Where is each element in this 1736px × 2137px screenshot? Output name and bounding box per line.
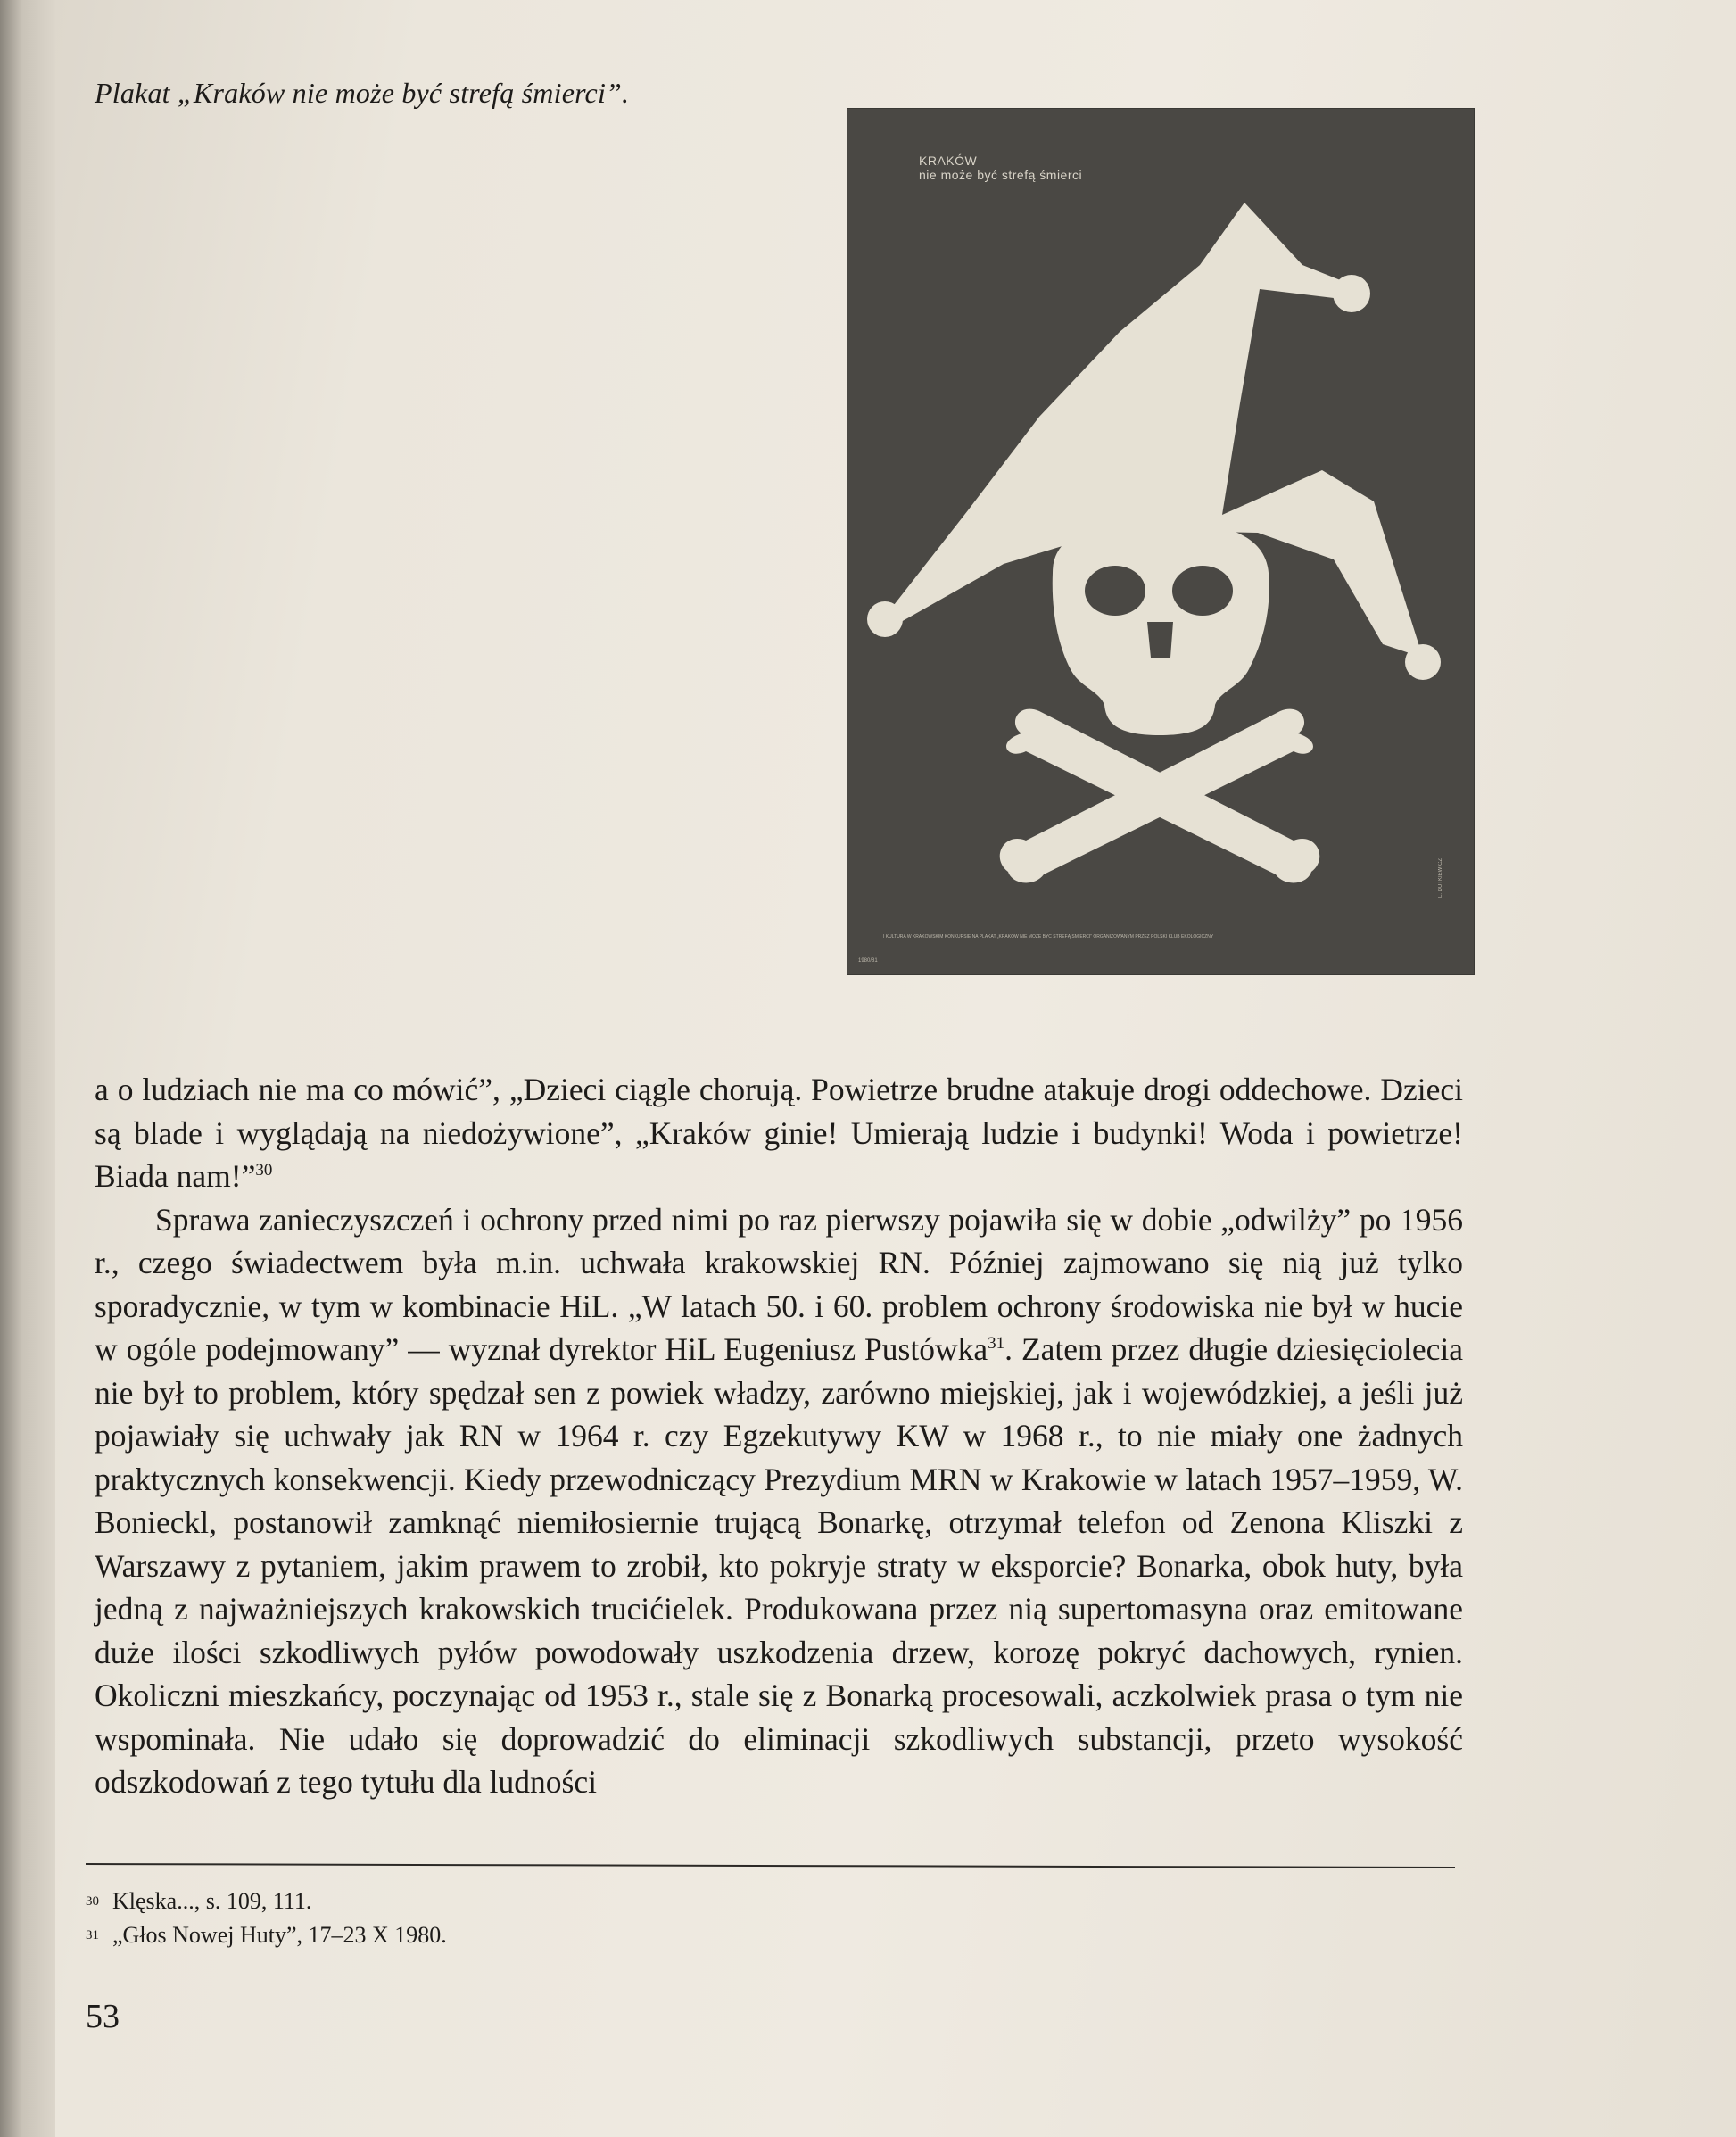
- paragraph-2-text-a: Sprawa zanieczyszczeń i ochrony przed nimi po raz pierwszy pojawiła się w dobie „odwilży” po 1956 r., czego świadectwem była m.in. uchwała krakowskiej RN. Później zajmowano się nią już tylko sporadycznie, w tym w kombinacie HiL. „W latach 50. i 60. problem ochrony środowiska nie był w hucie w ogóle podejmowany” — wyznał dyrektor HiL Eugeniusz Pustówka: [95, 1201, 1463, 1367]
- jester-bell-left: [867, 601, 903, 637]
- poster-title-line-2: nie może być strefą śmierci: [919, 168, 1083, 182]
- skull-nose: [1147, 622, 1173, 658]
- footnote-ref-30: 30: [255, 1161, 273, 1180]
- jester-bell-top: [1333, 275, 1370, 312]
- footnotes: [86, 1884, 1424, 1952]
- footnote-item: [86, 1884, 1424, 1918]
- poster-image: [847, 109, 1474, 974]
- book-gutter-edge: [0, 0, 55, 2137]
- paragraph-1: [95, 1068, 1463, 1198]
- poster-title: [919, 153, 1082, 182]
- figure-caption: Plakat „Kraków nie może być strefą śmierci”.: [95, 77, 630, 109]
- footnote-number: 30: [86, 1894, 99, 1909]
- footnote-number: 31: [86, 1928, 99, 1942]
- footnote-text: Klęska..., s. 109, 111.: [112, 1888, 312, 1914]
- skull-eye-right: [1172, 566, 1233, 616]
- footnote-text: „Głos Nowej Huty”, 17–23 X 1980.: [112, 1922, 447, 1948]
- poster-mark: 1980/81: [858, 958, 878, 964]
- footnote-ref-31: 31: [988, 1334, 1005, 1354]
- skull-eye-left: [1085, 566, 1145, 616]
- main-text: [95, 1068, 1463, 1804]
- paragraph-2: [95, 1198, 1463, 1804]
- footnote-item: [86, 1918, 1424, 1952]
- poster-footer-text: I KULTURA W KRAKOWSKIM KONKURSIE NA PLAKAT „KRAKÓW NIE MOŻE BYĆ STREFĄ ŚMIERCI” ORGANIZOWANYM PRZEZ POLSKI KLUB EKOLOGICZNY: [883, 934, 1214, 940]
- paragraph-1-text: a o ludziach nie ma co mówić”, „Dzieci ciągle chorują. Powietrze brudne atakuje drogi oddechowe. Dzieci są blade i wyglądają na niedożywione”, „Kraków ginie! Umierają ludzie i budynki! Woda i powietrze! Biada nam!”: [95, 1072, 1463, 1194]
- jester-bell-right: [1405, 644, 1441, 680]
- poster-title-line-1: KRAKÓW: [919, 153, 978, 168]
- paragraph-2-text-b: . Zatem przez długie dziesięciolecia nie był to problem, który spędzał sen z powiek władzy, zarówno miejskiej, jak i wojewódzkiej, a jeśli już pojawiały się uchwały jak RN w 1964 r. czy Egzekutywy KW w 1968 r., to nie miały one żadnych praktycznych konsekwencji. Kiedy przewodniczący Prezydium MRN w Krakowie w latach 1957–1959, W. Bonieckl, postanowił zamknąć niemiłosiernie trującą Bonarkę, otrzymał telefon od Zenona Kliszki z Warszawy z pytaniem, jakim prawem to zrobił, kto pokryje straty w eksporcie? Bonarka, obok huty, była jedną z najważniejszych krakowskich trucićielek. Produkowana przez nią supertomasyna oraz emitowane duże ilości szkodliwych pyłów powodowały uszkodzenia drzew, korozę pokryć dachowych, rynien. Okoliczni mieszkańcy, poczynając od 1953 r., stale się z Bonarką procesowali, aczkolwiek prasa o tym nie wspominała. Nie udało się doprowadzić do eliminacji szkodliwych substancji, przeto wysokość odszkodowań z tego tytułu dla ludności: [95, 1331, 1463, 1800]
- poster-credit: L. DUTKIEWICZ: [1438, 858, 1443, 899]
- page-number: 53: [86, 1998, 120, 2035]
- jester-skull-illustration: [847, 109, 1474, 974]
